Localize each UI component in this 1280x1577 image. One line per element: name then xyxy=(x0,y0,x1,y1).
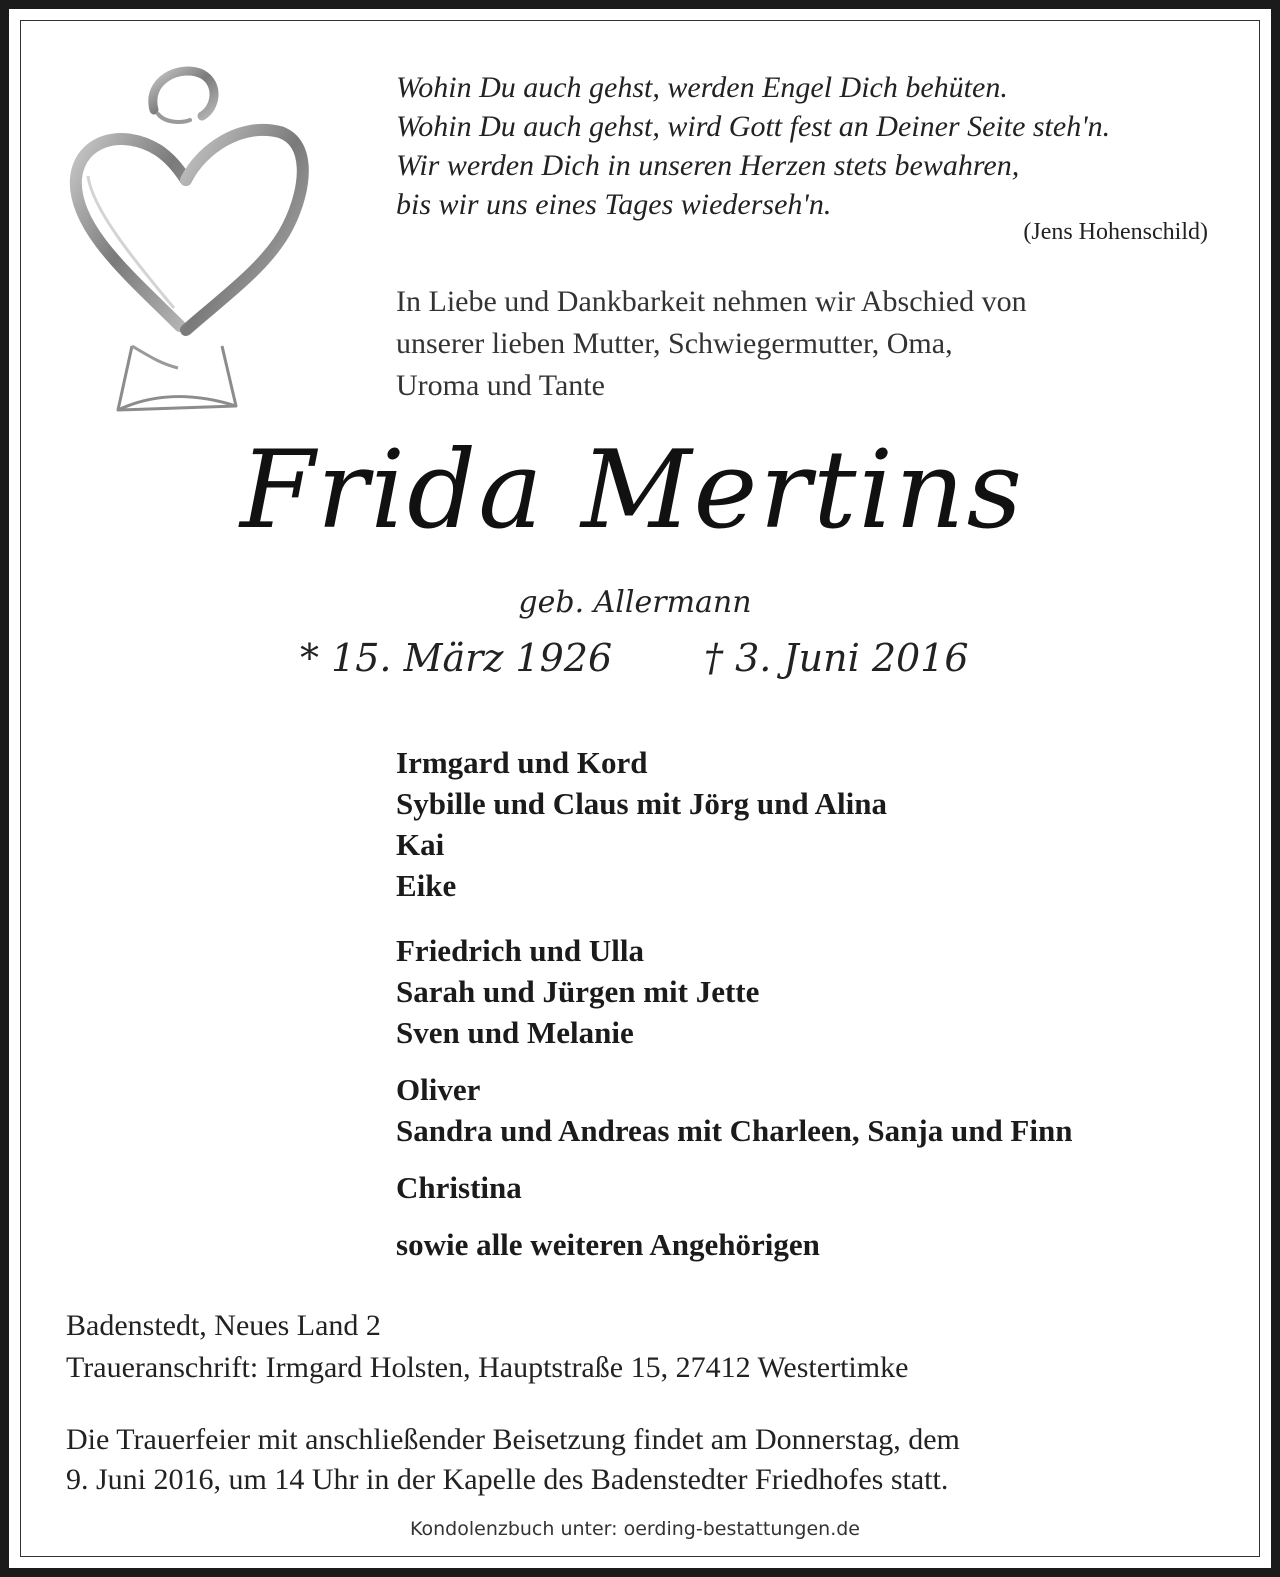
poem-author: (Jens Hohenschild) xyxy=(1023,219,1208,245)
poem-line: Wir werden Dich in unseren Herzen stets bewahren, xyxy=(396,149,1020,182)
deceased-name: Frida Mertins xyxy=(239,428,1024,553)
family-member: Oliver xyxy=(396,1072,481,1107)
family-group xyxy=(396,742,1236,906)
address-line: Badenstedt, Neues Land 2 xyxy=(66,1309,381,1342)
family-list xyxy=(396,742,1236,1289)
poem-line: Wohin Du auch gehst, wird Gott fest an Deiner Seite steh'n. xyxy=(396,110,1111,143)
family-member: sowie alle weiteren Angehörigen xyxy=(396,1227,820,1262)
ceremony-line: Die Trauerfeier mit anschließender Beisetzung findet am Donnerstag, dem xyxy=(66,1423,960,1456)
intro-text xyxy=(396,281,1216,407)
family-group xyxy=(396,1224,1236,1265)
family-member: Sarah und Jürgen mit Jette xyxy=(396,974,760,1009)
poem-line: bis wir uns eines Tages wiederseh'n. xyxy=(396,188,832,221)
family-member: Kai xyxy=(396,827,445,862)
family-member: Sybille und Claus mit Jörg und Alina xyxy=(396,786,887,821)
maiden-name: geb. Allermann xyxy=(518,585,752,620)
family-member: Sandra und Andreas mit Charleen, Sanja und Finn xyxy=(396,1113,1073,1148)
address-line: Traueranschrift: Irmgard Holsten, Hauptstraße 15, 27412 Westertimke xyxy=(66,1351,909,1384)
address-block xyxy=(66,1305,1226,1389)
family-member: Sven und Melanie xyxy=(396,1015,634,1050)
family-member: Eike xyxy=(396,868,457,903)
birth-date: * 15. März 1926 xyxy=(300,636,613,680)
condolence-link[interactable]: Kondolenzbuch unter: oerding-bestattungen.de xyxy=(409,1518,861,1540)
family-group xyxy=(396,1167,1236,1208)
poem xyxy=(396,68,1216,224)
family-member: Irmgard und Kord xyxy=(396,745,648,780)
angel-heart-icon xyxy=(62,58,322,418)
family-group xyxy=(396,930,1236,1053)
family-member: Friedrich und Ulla xyxy=(396,933,645,968)
death-date: † 3. Juni 2016 xyxy=(704,636,969,680)
family-member: Christina xyxy=(396,1170,522,1205)
ceremony-line: 9. Juni 2016, um 14 Uhr in der Kapelle des Badenstedter Friedhofes statt. xyxy=(66,1463,949,1496)
intro-line: Uroma und Tante xyxy=(396,369,605,402)
intro-line: In Liebe und Dankbarkeit nehmen wir Abschied von xyxy=(396,285,1027,318)
family-group xyxy=(396,1069,1236,1151)
intro-line: unserer lieben Mutter, Schwiegermutter, Oma, xyxy=(396,327,953,360)
poem-line: Wohin Du auch gehst, werden Engel Dich behüten. xyxy=(396,71,1008,104)
ceremony-notice xyxy=(66,1420,1226,1500)
